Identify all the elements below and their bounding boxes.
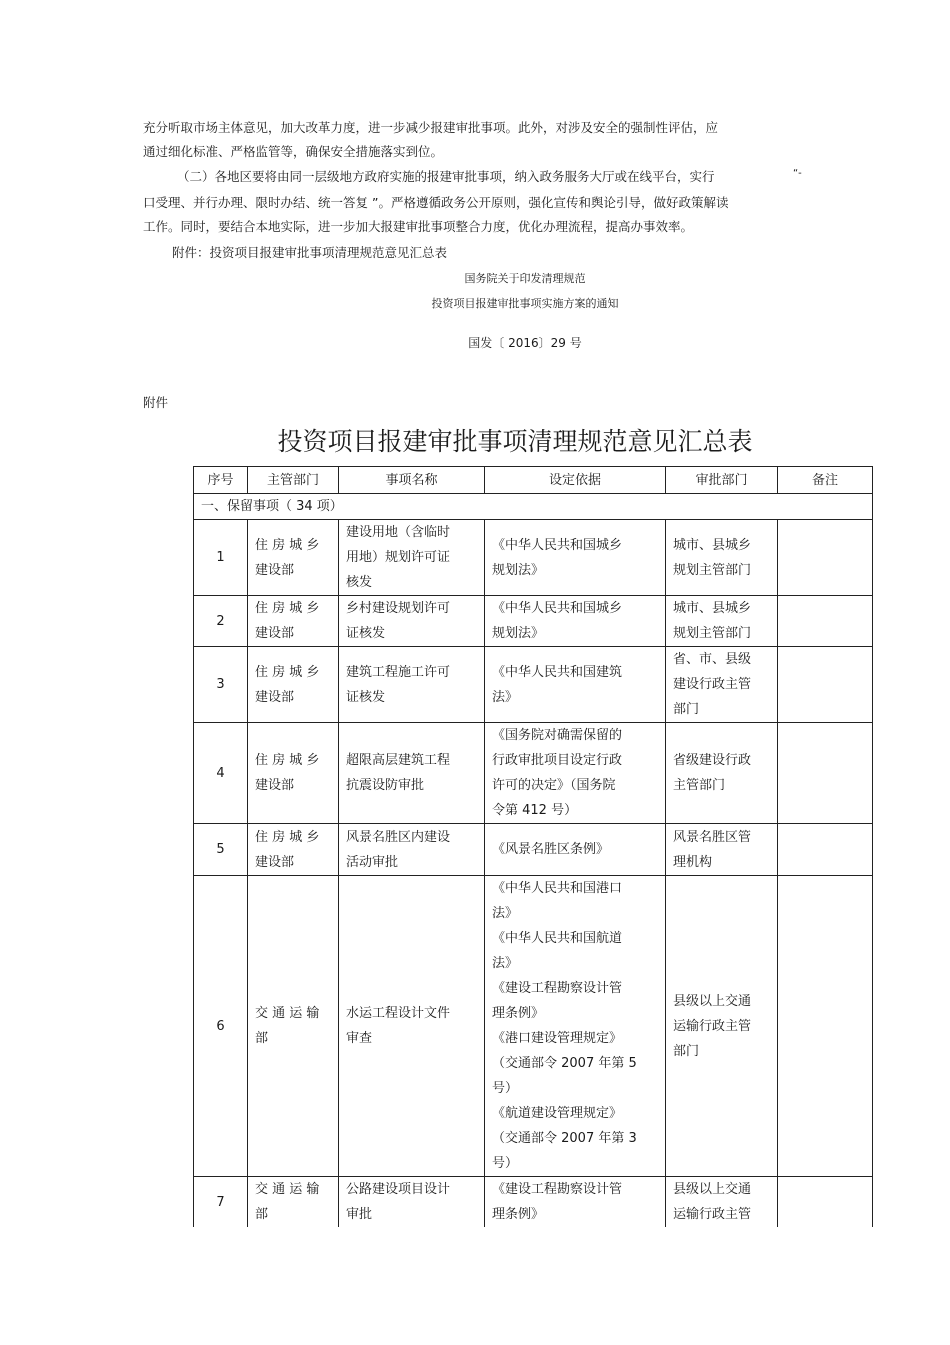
approver-cell xyxy=(666,876,778,1177)
approver-cell-line: 城市、县城乡 xyxy=(673,601,752,616)
approver-cell-line: 规划主管部门 xyxy=(673,562,752,578)
body-line-1: 充分听取市场主体意见，加大改革力度，进一步减少报建审批事项。此外，对涉及安全的强制性评估，应 xyxy=(143,120,719,135)
row-number xyxy=(194,1177,248,1228)
basis-cell-line: 《建设工程勘察设计管 xyxy=(492,981,623,996)
basis-cell-line: 理条例》 xyxy=(492,1207,545,1222)
item-cell-line: 公路建设项目设计 xyxy=(346,1182,451,1197)
row-number xyxy=(194,520,248,596)
row-number-line: 1 xyxy=(216,550,225,565)
dept-cell-line: 建设部 xyxy=(255,689,295,705)
body-line-4: 口受理、并行办理、限时办结、统一答复 ”。严格遵循政务公开原则，强化宣传和舆论引导，做好政策解读 xyxy=(143,195,729,210)
dept-cell xyxy=(248,1177,339,1228)
header-cell: 序号 xyxy=(194,467,248,494)
approver-cell-line: 主管部门 xyxy=(673,778,726,793)
item-cell-line: 水运工程设计文件 xyxy=(346,1006,451,1021)
item-cell-line: 审批 xyxy=(346,1207,373,1222)
row-number xyxy=(194,824,248,876)
basis-cell-line: 《中华人民共和国城乡 xyxy=(492,537,623,553)
table-title: 投资项目报建审批事项清理规范意见汇总表 xyxy=(277,427,753,456)
basis-cell-line: 《风景名胜区条例》 xyxy=(492,842,610,857)
item-cell-line: 核发 xyxy=(346,575,373,590)
approver-cell-line: 省、市、县级 xyxy=(673,652,752,667)
basis-cell-line: 《中华人民共和国城乡 xyxy=(492,601,623,616)
dept-cell-line: 部 xyxy=(255,1031,269,1046)
dept-cell xyxy=(248,647,339,723)
approver-cell-line: 县级以上交通 xyxy=(673,1182,752,1197)
row-number xyxy=(194,596,248,647)
basis-cell-line: 《港口建设管理规定》 xyxy=(492,1031,623,1046)
note-cell xyxy=(778,1177,873,1228)
dept-cell-line: 住 房 城 乡 xyxy=(255,601,320,616)
dept-cell xyxy=(248,596,339,647)
basis-cell xyxy=(485,596,666,647)
basis-cell-line: 令第 412 号） xyxy=(492,803,578,818)
item-cell xyxy=(339,876,485,1177)
row-number-line: 5 xyxy=(216,842,225,857)
basis-cell-line: 规划法》 xyxy=(492,562,545,578)
row-number xyxy=(194,647,248,723)
approver-cell-line: 运输行政主管 xyxy=(673,1207,752,1222)
basis-cell-line: 《中华人民共和国港口 xyxy=(492,881,623,896)
basis-cell-line: 行政审批项目设定行政 xyxy=(492,753,623,768)
approver-cell-line: 风景名胜区管 xyxy=(673,829,752,845)
item-cell-line: 用地）规划许可证 xyxy=(346,550,451,565)
item-cell-line: 建设用地（含临时 xyxy=(346,525,451,540)
basis-cell-line: 《中华人民共和国建筑 xyxy=(492,664,623,680)
approver-cell-line: 城市、县城乡 xyxy=(673,537,752,553)
basis-cell-line: （交通部令 2007 年第 3 xyxy=(492,1131,637,1146)
approver-cell-line: 省级建设行政 xyxy=(673,753,752,768)
note-cell xyxy=(778,647,873,723)
basis-cell-line: 理条例》 xyxy=(492,1006,545,1021)
item-cell-line: 证核发 xyxy=(346,626,386,641)
row-number xyxy=(194,876,248,1177)
row-number-line: 3 xyxy=(216,677,225,692)
basis-cell-line: 法》 xyxy=(492,956,519,971)
dept-cell xyxy=(248,876,339,1177)
dept-cell-line: 住 房 城 乡 xyxy=(255,829,320,845)
item-cell-line: 风景名胜区内建设 xyxy=(346,829,451,845)
item-cell-line: 审查 xyxy=(346,1031,373,1046)
approver-cell xyxy=(666,520,778,596)
dept-cell xyxy=(248,723,339,824)
dept-cell-line: 住 房 城 乡 xyxy=(255,753,320,768)
dept-cell-line: 交 通 运 输 xyxy=(255,1182,320,1197)
header-cell: 主管部门 xyxy=(248,467,339,494)
header-cell: 备注 xyxy=(778,467,873,494)
basis-cell-line: 法》 xyxy=(492,906,519,921)
attachment-label: 附件 xyxy=(143,395,169,410)
item-cell-line: 建筑工程施工许可 xyxy=(346,664,451,680)
approver-cell xyxy=(666,723,778,824)
note-cell xyxy=(778,520,873,596)
item-cell-line: 活动审批 xyxy=(346,854,399,870)
summary-table xyxy=(193,466,873,1227)
basis-cell-line: （交通部令 2007 年第 5 xyxy=(492,1056,637,1071)
row-number-line: 4 xyxy=(216,765,225,781)
dept-cell xyxy=(248,824,339,876)
notice-title-line-1: 国务院关于印发清理规范 xyxy=(464,272,586,285)
header-cell: 事项名称 xyxy=(339,467,485,494)
section-label: 一、保留事项（ 34 项） xyxy=(194,494,873,520)
basis-cell xyxy=(485,876,666,1177)
table-row xyxy=(194,723,873,824)
note-cell xyxy=(778,876,873,1177)
row-number-line: 2 xyxy=(216,613,225,629)
approver-cell xyxy=(666,596,778,647)
item-cell xyxy=(339,824,485,876)
approver-cell-line: 部门 xyxy=(673,702,700,717)
dept-cell-line: 住 房 城 乡 xyxy=(255,664,320,680)
dept-cell-line: 建设部 xyxy=(255,626,295,641)
table-row xyxy=(194,520,873,596)
basis-cell-line: 许可的决定》（国务院 xyxy=(492,778,616,793)
section-row xyxy=(194,494,873,520)
note-cell xyxy=(778,824,873,876)
approver-cell xyxy=(666,824,778,876)
table-body xyxy=(194,520,873,1228)
dept-cell-line: 建设部 xyxy=(255,854,295,870)
note-cell xyxy=(778,596,873,647)
basis-cell-line: 《中华人民共和国航道 xyxy=(492,931,623,946)
basis-cell-line: 号） xyxy=(492,1081,519,1096)
dept-cell-line: 建设部 xyxy=(255,562,295,578)
header-cell: 设定依据 xyxy=(485,467,666,494)
note-cell xyxy=(778,723,873,824)
header-cell: 审批部门 xyxy=(666,467,778,494)
row-number-line: 7 xyxy=(216,1194,225,1210)
body-line-2: 通过细化标准、严格监管等，确保安全措施落实到位。 xyxy=(143,144,444,159)
dept-cell-line: 交 通 运 输 xyxy=(255,1006,320,1021)
basis-cell-line: 规划法》 xyxy=(492,626,545,641)
document-number: 国发〔 2016〕29 号 xyxy=(468,336,582,350)
table-row xyxy=(194,647,873,723)
dept-cell-line: 部 xyxy=(255,1207,269,1222)
header-row xyxy=(194,467,873,494)
table-row xyxy=(194,824,873,876)
basis-cell xyxy=(485,1177,666,1228)
basis-cell-line: 《国务院对确需保留的 xyxy=(492,728,623,743)
body-line-3: （二）各地区要将由同一层级地方政府实施的报建审批事项，纳入政务服务大厅或在线平台，实行 xyxy=(177,169,715,184)
item-cell-line: 证核发 xyxy=(346,689,386,705)
approver-cell-line: 建设行政主管 xyxy=(673,677,752,692)
item-cell xyxy=(339,723,485,824)
dept-cell xyxy=(248,520,339,596)
attachment-reference: 附件：投资项目报建审批事项清理规范意见汇总表 xyxy=(172,245,448,260)
approver-cell-line: 县级以上交通 xyxy=(673,993,752,1009)
table-row xyxy=(194,1177,873,1228)
body-line-5: 工作。同时，要结合本地实际，进一步加大报建审批事项整合力度，优化办理流程，提高办事效率。 xyxy=(143,219,694,234)
basis-cell xyxy=(485,520,666,596)
item-cell xyxy=(339,647,485,723)
row-number xyxy=(194,723,248,824)
basis-cell-line: 《航道建设管理规定》 xyxy=(492,1106,623,1121)
item-cell-line: 乡村建设规划许可 xyxy=(346,601,451,616)
item-cell-line: 抗震设防审批 xyxy=(346,778,425,793)
basis-cell-line: 号） xyxy=(492,1156,519,1171)
dept-cell-line: 住 房 城 乡 xyxy=(255,537,320,553)
item-cell-line: 超限高层建筑工程 xyxy=(346,753,451,768)
approver-cell-line: 运输行政主管 xyxy=(673,1018,752,1034)
dept-cell-line: 建设部 xyxy=(255,778,295,793)
basis-cell-line: 《建设工程勘察设计管 xyxy=(492,1182,623,1197)
approver-cell xyxy=(666,1177,778,1228)
notice-title-line-2: 投资项目报建审批事项实施方案的通知 xyxy=(431,297,619,310)
approver-cell-line: 部门 xyxy=(673,1043,700,1059)
item-cell xyxy=(339,596,485,647)
approver-cell-line: 理机构 xyxy=(673,854,713,870)
item-cell xyxy=(339,1177,485,1228)
row-number-line: 6 xyxy=(216,1018,225,1034)
item-cell xyxy=(339,520,485,596)
body-line-3-quote: “- xyxy=(793,168,802,179)
approver-cell-line: 规划主管部门 xyxy=(673,626,752,641)
basis-cell xyxy=(485,647,666,723)
table-row xyxy=(194,876,873,1177)
basis-cell xyxy=(485,723,666,824)
table-row xyxy=(194,596,873,647)
approver-cell xyxy=(666,647,778,723)
basis-cell xyxy=(485,824,666,876)
basis-cell-line: 法》 xyxy=(492,689,519,705)
